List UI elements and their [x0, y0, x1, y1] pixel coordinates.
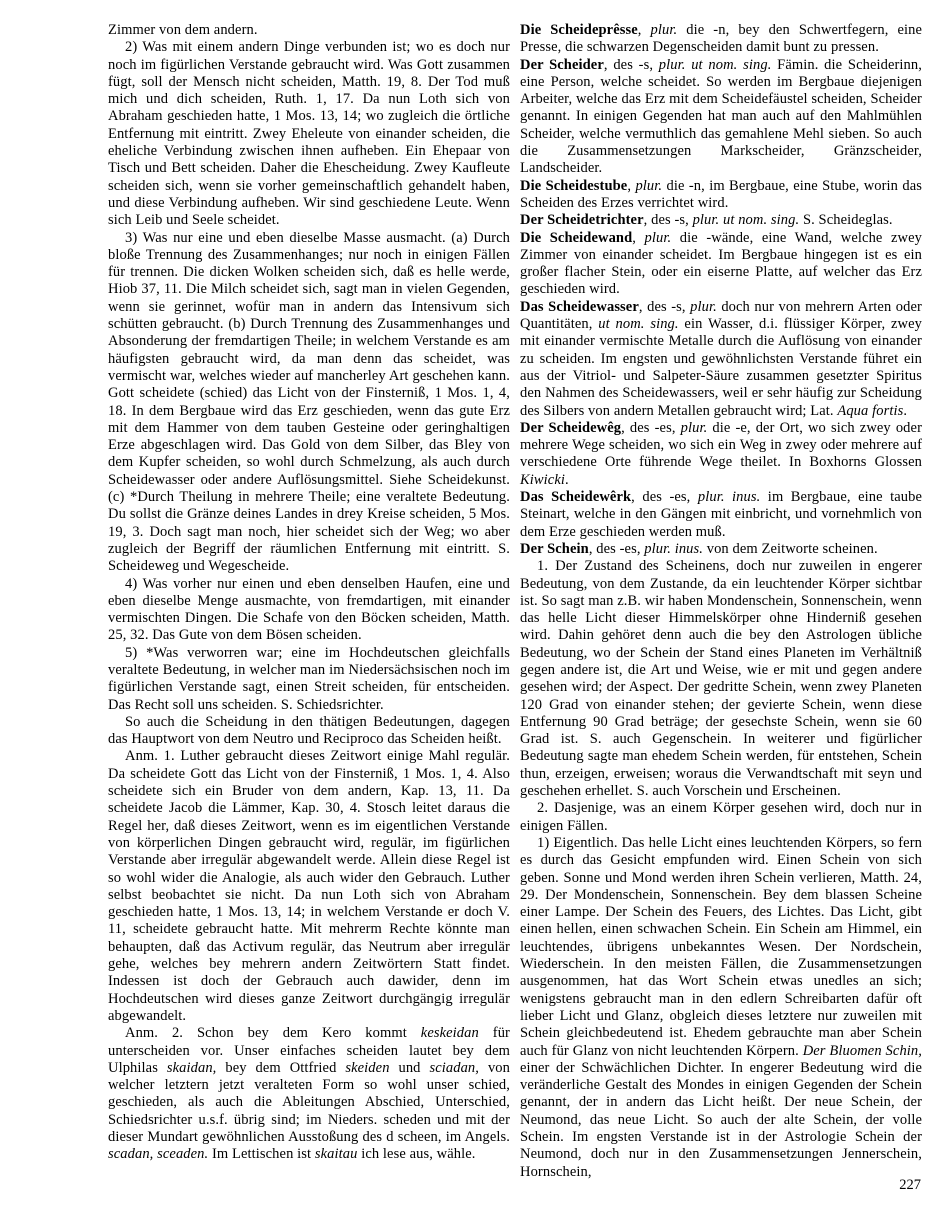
italic-term: plur. [644, 229, 672, 246]
dictionary-entry [520, 541, 922, 558]
italic-term: skeiden [345, 1059, 390, 1076]
italic-term: skaidan, [166, 1059, 217, 1076]
italic-term: skaitau [314, 1146, 358, 1163]
text-run: von welcher letztern jetzt veralteten Form so wohl unser schied, geschieden, als auch die Ableitungen Abschied, Unterschied, Schiedsrichter u.s.f. übrig sind; im Nieders. scheden und mit der dieser Mundart gewöhnlichen Ausstoßung des d scheen, im Angels. [108, 1059, 510, 1145]
text-run: Anm. 2. Schon bey dem Kero kommt [125, 1025, 421, 1042]
text-run: die -wände, eine Wand, welche zwey Zimmer von einander scheidet. Im Bergbaue hingegen ist es ein großer flacher Stein, oder ein eiserne Platte, auf welcher das Erz geschieden wird. [520, 229, 922, 298]
italic-term: ut nom. sing. [598, 316, 679, 333]
entry-headword: Die Scheidewand [520, 229, 633, 246]
text-run: 2. Dasjenige, was an einem Körper gesehen wird, doch nur in einigen Fällen. [520, 800, 922, 834]
text-run: , des -s, [603, 56, 659, 73]
italic-term: plur. inus. [644, 540, 703, 557]
italic-term: plur. [690, 298, 717, 315]
entry-headword: Das Scheidewêrk [520, 489, 632, 506]
entry-headword: Das Scheidewasser [520, 298, 639, 315]
paragraph [108, 22, 510, 39]
text-run: Zimmer von dem andern. [108, 22, 258, 38]
text-run: . [903, 402, 908, 419]
entry-headword: Die Scheidestube [520, 177, 628, 194]
text-run: 3) Was nur eine und eben dieselbe Masse ausmacht. (a) Durch bloße Trennung des Zusammenhanges; nur noch in einigen Fällen für trennen. Die dicken Wolken scheiden sich, daß es helle werde, Hiob 37, 11. Die Milch scheidet sich, sagt man in vielen Gegenden, wenn sie gerinnet, wofür man in andern das Intensivum sich schütten gebraucht. (b) Durch Trennung des Zusammenhanges und Absonderung der fremdartigen Theile; in welchem Verstande es am häufigsten gebraucht wird, da man denn das scheidet, was vermischt war, welches wieder auf mancherley Art geschehen kann. Gott scheidete (schied) das Licht von der Finsterniß, 1 Mos. 1, 4, 18. In dem Bergbaue wird das Erz geschieden, wenn das gute Erz mit dem Hammer von dem tauben Gesteine oder geringhaltigen Erze abgeschlagen wird. Das Gold von dem Silber, das Bley von dem Kupfer scheiden, so wohl durch Schmelzung, als auch durch Scheidewasser oder andere Auflösungsmittel. Siehe Scheidekunst. (c) *Durch Theilung in mehrere Theile; eine veraltete Bedeutung. Du sollst die Gränze deines Landes in drey Kreise scheiden, 5 Mos. 19, 3. Doch sagt man noch, hier scheidet sich der Weg; wo aber zugleich der Begriff der räumlichen Entfernung mit eintritt. S. Scheideweg und Wegescheide. [108, 229, 510, 575]
paragraph [108, 576, 510, 645]
text-run: 2) Was mit einem andern Dinge verbunden ist; wo es doch nur noch im figürlichen Verstande gebraucht wird. Was Gott zusammen fügt, soll der Mensch nicht scheiden, Matth. 19, 8. Der Tod muß mich und dich scheiden, Ruth. 1, 17. Da nun Loth sich von Abraham geschieden hatte, 1 Mos. 13, 14; wo zugleich die örtliche Entfernung mit eintritt. Zwey Eheleute von einander scheiden, die eheliche Verbindung zwischen ihnen aufheben. Ein Ehepaar von Tisch und Bett scheiden. Daher die Ehescheidung. Zwey Kaufleute scheiden sich, wenn sie vorher gemeinschaftlich gehandelt haben, und diese Verbindung aufheben. Wir sind geschiedene Leute. Wenn sich Leib und Seele scheidet. [108, 39, 510, 229]
dictionary-entry [520, 420, 922, 489]
italic-term: plur. ut nom. sing. [658, 56, 772, 73]
text-run: , [637, 22, 651, 38]
text-run: , [632, 229, 645, 246]
paragraph [108, 645, 510, 714]
text-run: 5) *Was verworren war; eine im Hochdeutschen gleichfalls veraltete Bedeutung, in welcher man im Niedersächsischen noch im figürlichen Verstande sagt, einen Streit scheiden, für entscheiden. Das Recht soll uns scheiden. S. Schiedsrichter. [108, 644, 510, 713]
text-run: ein Wasser, d.i. flüssiger Körper, zwey mit einander vermischte Metalle durch die Auflösung von einander zu scheiden. Im engsten und gewöhnlichsten Verstande führet ein aus der Vitriol- und Salpeter-Säure zusammen gesetzter Spiritus den Nahmen des Scheidewassers, weil er sehr häufig zur Scheidung des Silbers von andern Metallen gebraucht wird; Lat. [520, 316, 922, 419]
text-run: Anm. 1. Luther gebraucht dieses Zeitwort einige Mahl regulär. Da scheidete Gott das Licht von der Finsterniß, 1 Mos. 1, 4. Also scheidete sich ein Bruder von dem andern, Kap. 13, 11. Da scheidete Jacob die Lämmer, Kap. 30, 4. Stosch leitet daraus die Regel her, daß dieses Zeitwort, wenn es im eigentlichen Verstande von körperlichen Dingen gebraucht wird, regulär, im figürlichen Verstande aber irregulär abgewandelt werde. Allein diese Regel ist so wohl wider die Analogie, als auch wider den Gebrauch. Luther selbst beobachtet sie nicht. Da nun Loth sich von Abraham geschieden hatte, 1 Mos. 13, 14; in welchem Verstande er doch V. 11, scheidete gebraucht hatte. Mit mehrerm Rechte könnte man behaupten, daß das Activum regulär, das Neutrum aber irregulär gehe, welches bey mehrern andern Zeitwörtern Statt findet. Indessen ist doch der Gebrauch auch dawider, denn im Hochdeutschen wird dieses ganze Zeitwort durchgängig irregulär abgewandelt. [108, 748, 510, 1024]
paragraph [108, 714, 510, 749]
text-run: 1) Eigentlich. Das helle Licht eines leuchtenden Körpers, so fern es durch das Gesicht empfunden wird. Einen Schein von sich geben. Sonne und Mond werden ihren Schein verlieren, Matth. 24, 29. Der Mondenschein, Sonnenschein. Bey dem blassen Scheine einer Lampe. Der Schein des Feuers, des Lichtes. Das Licht, gibt einen hellen, einen schwachen Schein. Ein Schein am Himmel, ein leuchtendes, übrigens unbekanntes Wesen. Der Nordschein, Wiederschein. In den meisten Fällen, die Zusammensetzungen ausgenommen, hat das Wort Schein etwas unedles an sich; wenigstens gebraucht man in den edlern Schreibarten dafür oft lieber Licht und Glanz, obgleich dieses letztere nur zuweilen mit Schein gleichbedeutend ist. Ehedem gebrauchte man aber Schein auch für Glanz von nicht leuchtenden Körpern. [520, 834, 922, 1059]
italic-term: plur. inus. [697, 489, 761, 506]
entry-headword: Der Scheidewêg [520, 419, 622, 436]
paragraph [108, 39, 510, 229]
text-run: für unterscheiden vor. Unser einfaches scheiden lautet bey dem Ulphilas [108, 1025, 510, 1076]
text-run: S. Scheideglas. [799, 212, 893, 229]
text-columns [108, 22, 923, 1181]
text-run: Fämin. die Scheiderinn, eine Person, welche scheidet. So werden im Bergbaue diejenigen Arbeiter, welche das Erz mit dem Scheidefäustel scheiden, Scheider genannt. In einigen Gegenden hat man auch auf den Mahlmühlen Scheider, welche vermuthlich das gemahlene Mehl sieben. So auch die Zusammensetzungen Markscheider, Gränzscheider, Landscheider. [520, 56, 922, 177]
paragraph [108, 230, 510, 576]
text-run: bey dem Ottfried [216, 1059, 346, 1076]
page-number: 227 [899, 1177, 921, 1193]
text-run: die -e, der Ort, wo sich zwey oder mehrere Wege scheiden, wo sich ein Weg in zwey oder mehrere auf verschiedene Orte führende Wege theilet. In Boxhorns Glossen [520, 419, 922, 471]
text-run: So auch die Scheidung in den thätigen Bedeutungen, dagegen das Hauptwort von dem Neutro und Reciproco das Scheiden heißt. [108, 713, 510, 748]
entry-headword: Der Schein [520, 540, 589, 557]
entry-headword: Der Scheidetrichter [520, 212, 644, 229]
italic-term: plur. [680, 419, 708, 436]
text-run: die -n, bey den Schwertfegern, eine Presse, die schwarzen Degenscheiden damit bunt zu pressen. [520, 22, 922, 56]
text-run: , des -es, [631, 489, 698, 506]
text-run: , des -es, [621, 419, 681, 436]
text-run: . [565, 471, 569, 488]
italic-term: plur. [635, 177, 663, 194]
text-run: doch nur von mehrern Arten oder Quantitäten, [520, 298, 922, 333]
text-run: im Bergbaue, eine taube Steinart, welche in den Gängen mit einbricht, und vornehmlich von dem Erze geschieden werden muß. [520, 489, 922, 540]
text-run: einer der Schwächlichen Dichter. In engerer Bedeutung wird die veränderliche Gestalt des Mondes in einigen Gegenden der Schein genannt, der in andern das Licht heißt. Der neue Schein, der Neumond, das neue Licht. So auch der alte Schein, der volle Schein. Im engsten Verstande ist in der Astrologie Schein der Neumond, doch nur in den Zusammensetzungen Jennerschein, Hornschein, [520, 1059, 922, 1180]
italic-term: sciadan, [429, 1059, 480, 1076]
paragraph [520, 800, 922, 835]
dictionary-entry [520, 299, 922, 420]
text-run: 1. Der Zustand des Scheinens, doch nur zuweilen in engerer Bedeutung, von dem Zustande, da ein leuchtender Körper sichtbar ist. So sagt man z.B. wir haben Mondenschein, Sonnenschein, wenn das helle Licht dieser Himmelskörper ohne Hinderniß gesehen wird. Dahin gehöret denn auch die bey den Astrologen übliche Bedeutung, wo der Schein der Stand eines Planeten im Verhältniß gegen andere ist, die Art und Weise, wie er mit und gegen andere gesehen wird; der Aspect. Der gedritte Schein, wenn zwey Planeten 120 Grad von einander stehen; der gevierte Schein, wenn diese Entfernung 90 Grad beträge; der gesechste Schein, wenn sie 60 Grad ist. S. auch Gegenschein. In weiterer und figürlicher Bedeutung sagte man ehedem Schein werden, für entstehen, Schein thun, erzeigen, erweisen; woraus die Verwandtschaft mit seyn und geschehen erhellet. S. auch Vorschein und Erscheinen. [520, 558, 922, 800]
entry-headword: Der Scheider [520, 56, 604, 73]
italic-term: Aqua fortis [837, 402, 904, 419]
italic-term: keskeidan [420, 1025, 479, 1042]
dictionary-entry [520, 22, 922, 57]
dictionary-entry [520, 230, 922, 299]
dictionary-entry [520, 212, 922, 229]
dictionary-entry [520, 57, 922, 178]
text-run: ich lese aus, wähle. [357, 1146, 476, 1163]
paragraph [108, 1025, 510, 1163]
right-column [520, 22, 922, 1181]
text-run: , [627, 177, 636, 194]
text-run: , des -s, [643, 212, 693, 229]
text-run: und [389, 1059, 430, 1076]
dictionary-entry [520, 489, 922, 541]
left-column [108, 22, 510, 1181]
text-run: 4) Was vorher nur einen und eben denselben Haufen, eine und eben dieselbe Menge ausmachte, von fremdartigen, mit einander vermischten Dingen. Die Schafe von den Böcken scheiden, Matth. 25, 32. Das Gute von dem Bösen scheiden. [108, 575, 510, 644]
italic-term: plur. [650, 22, 678, 38]
text-run: die -n, im Bergbaue, eine Stube, worin das Scheiden des Erzes verrichtet wird. [520, 177, 923, 211]
dictionary-entry [520, 178, 922, 213]
text-run: , des -s, [638, 298, 691, 315]
italic-term: Der Bluomen Schin, [802, 1042, 922, 1059]
entry-headword: Die Scheideprêsse [520, 22, 638, 38]
paragraph [520, 835, 922, 1181]
text-run: Im Lettischen ist [208, 1146, 315, 1163]
italic-term: scadan, sceaden. [108, 1146, 209, 1163]
paragraph [108, 748, 510, 1025]
italic-term: Kiwicki [520, 471, 565, 488]
text-run: , des -es, [588, 540, 645, 557]
italic-term: plur. ut nom. sing. [692, 212, 800, 229]
text-run: von dem Zeitworte scheinen. [703, 540, 878, 557]
paragraph [520, 558, 922, 800]
